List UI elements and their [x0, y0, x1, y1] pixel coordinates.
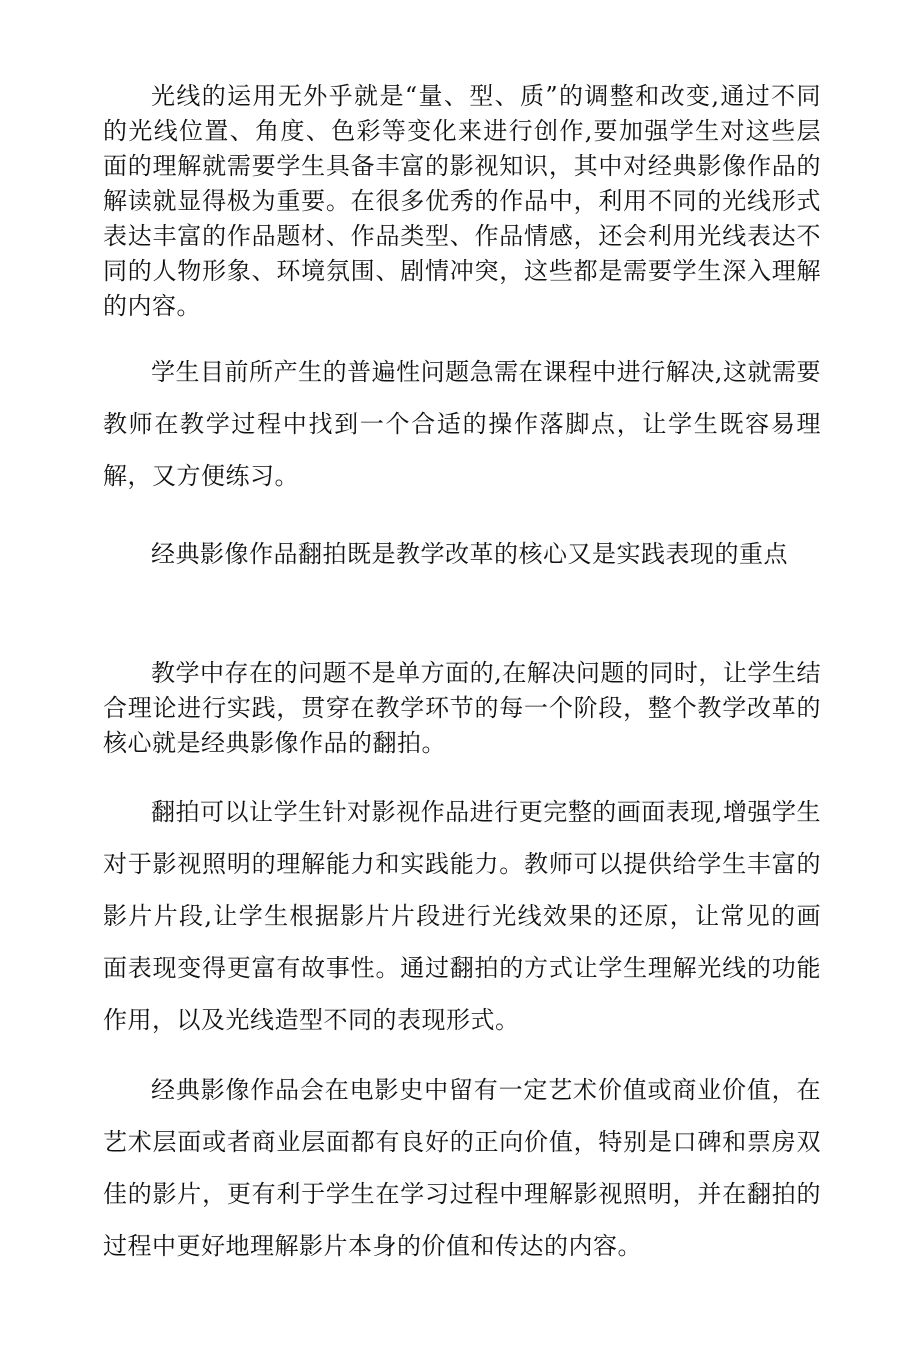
paragraph-classic-works-value: 经典影像作品会在电影史中留有一定艺术价值或商业价值，在艺术层面或者商业层面都有良好的正向价值，特别是口碑和票房双佳的影片，更有利于学生在学习过程中理解影视照明，并在翻拍的过程中更好地理解影片本身的价值和传达的内容。	[103, 1076, 821, 1260]
paragraph-lighting-principles: 光线的运用无外乎就是“量、型、质”的调整和改变,通过不同的光线位置、角度、色彩等变化来进行创作,要加强学生对这些层面的理解就需要学生具备丰富的影视知识，其中对经典影像作品的解读就显得极为重要。在很多优秀的作品中，利用不同的光线形式表达丰富的作品题材、作品类型、作品情感，还会利用光线表达不同的人物形象、环境氛围、剧情冲突，这些都是需要学生深入理解的内容。	[103, 82, 821, 320]
section-heading-remake-focus: 经典影像作品翻拍既是教学改革的核心又是实践表现的重点	[151, 540, 788, 568]
paragraph-remake-benefits: 翻拍可以让学生针对影视作品进行更完整的画面表现,增强学生对于影视照明的理解能力和实践能力。教师可以提供给学生丰富的影片片段,让学生根据影片片段进行光线效果的还原，让常见的画面表现变得更富有故事性。通过翻拍的方式让学生理解光线的功能作用，以及光线造型不同的表现形式。	[103, 798, 821, 1034]
paragraph-student-problems: 学生目前所产生的普遍性问题急需在课程中进行解决,这就需要教师在教学过程中找到一个合适的操作落脚点，让学生既容易理解，又方便练习。	[103, 358, 821, 490]
paragraph-teaching-core: 教学中存在的问题不是单方面的,在解决问题的同时，让学生结合理论进行实践，贯穿在教学环节的每一个阶段，整个教学改革的核心就是经典影像作品的翻拍。	[103, 659, 821, 757]
